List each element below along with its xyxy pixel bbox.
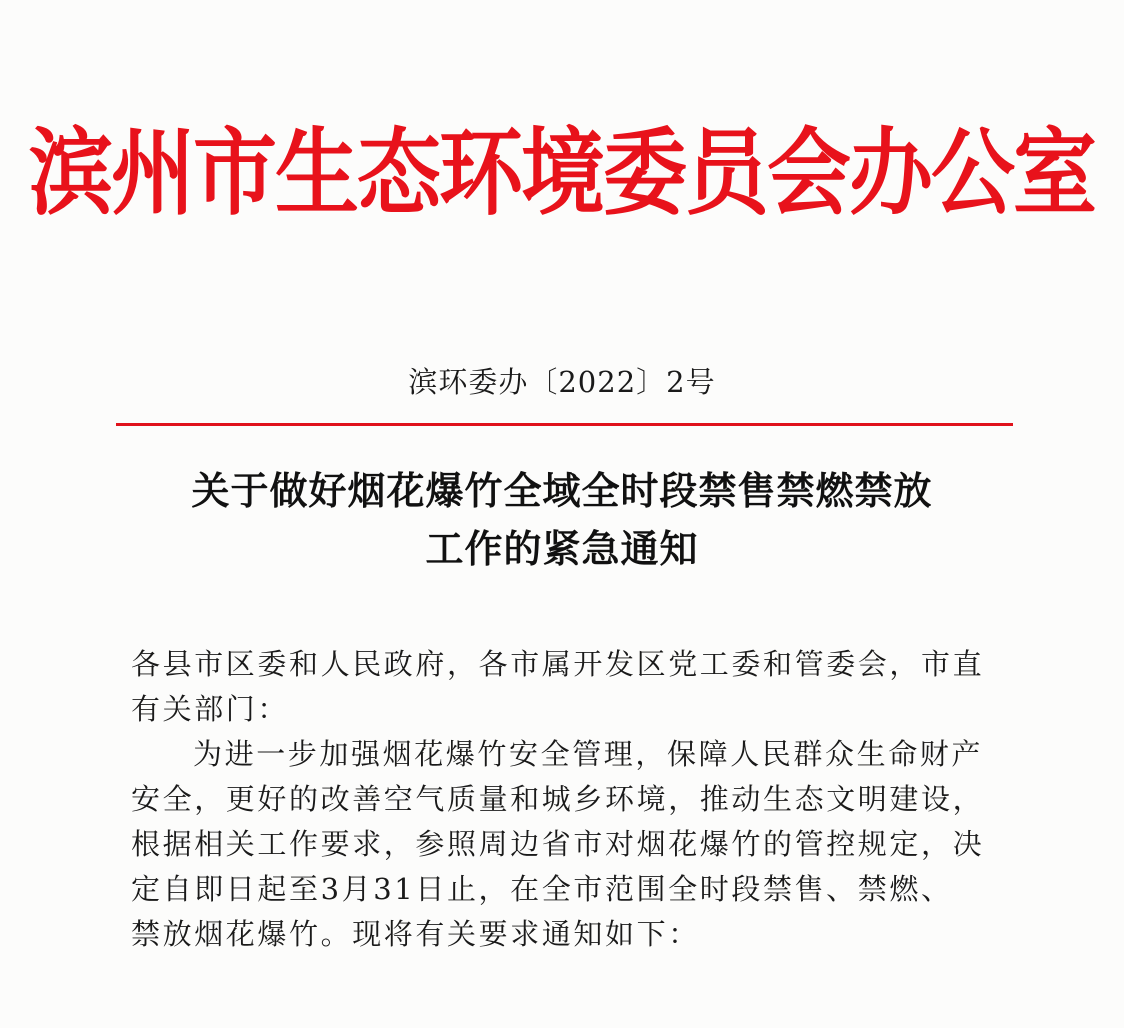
addressee-line-1: 各县市区委和人民政府，各市属开发区党工委和管委会，市直 (131, 647, 985, 681)
red-divider-line (116, 423, 1013, 426)
issuer-masthead: 滨州市生态环境委员会办公室 (28, 116, 1095, 228)
paragraph-line-4: 定自即日起至3月31日止，在全市范围全时段禁售、禁燃、 (131, 872, 953, 906)
paragraph-line-3: 根据相关工作要求，参照周边省市对烟花爆竹的管控规定，决 (131, 827, 985, 861)
notice-title (110, 462, 1014, 578)
notice-title-line-1: 关于做好烟花爆竹全域全时段禁售禁燃禁放 (191, 468, 933, 513)
paragraph-line-2: 安全，更好的改善空气质量和城乡环境，推动生态文明建设， (131, 782, 985, 816)
paragraph-line-5: 禁放烟花爆竹。现将有关要求通知如下： (131, 917, 700, 951)
notice-body (131, 642, 1001, 957)
addressee-line-2: 有关部门： (131, 692, 290, 726)
notice-title-line-2: 工作的紧急通知 (425, 526, 699, 571)
document-number: 滨环委办〔2022〕2号 (408, 365, 716, 399)
paragraph-line-1: 为进一步加强烟花爆竹安全管理，保障人民群众生命财产 (193, 737, 984, 771)
